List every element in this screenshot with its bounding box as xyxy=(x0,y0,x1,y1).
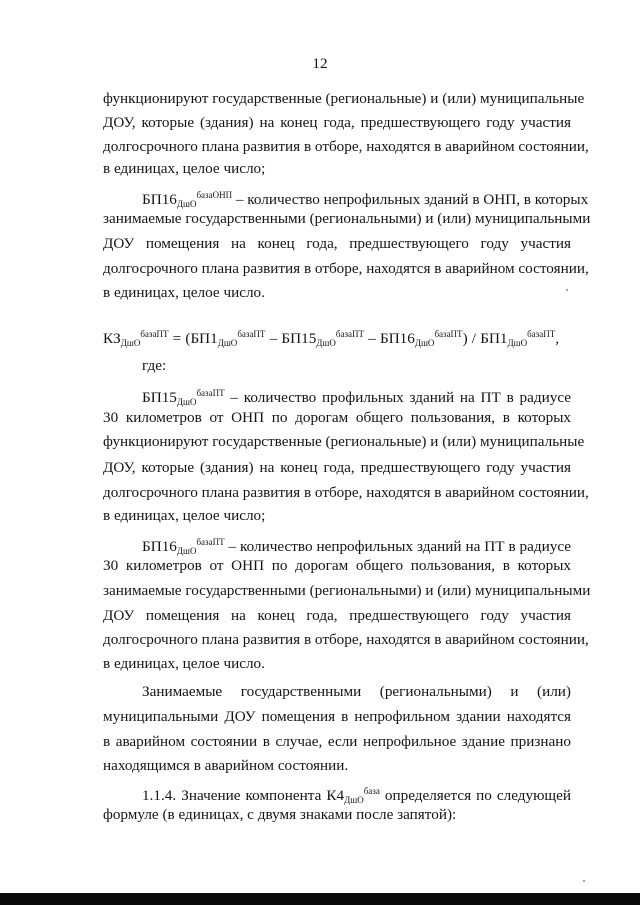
section-number: 1.1.4. xyxy=(142,787,177,804)
text-line: долгосрочного плана развития в отборе, находятся в аварийном состоянии, xyxy=(103,138,589,155)
text-line: ДОУ помещения на конец года, предшествующего году участия xyxy=(103,607,571,624)
text-line: муниципальными ДОУ помещения в непрофильном здании находятся xyxy=(103,708,571,725)
symbol-superscript: базаПТ xyxy=(196,388,225,398)
definition-text: – количество непрофильных зданий в ОНП, в которых xyxy=(232,191,589,208)
text-line: долгосрочного плана развития в отборе, находятся в аварийном состоянии, xyxy=(103,484,589,501)
symbol: БП16 xyxy=(142,538,177,555)
text-line: 30 километров от ОНП по дорогам общего пользования, в которых xyxy=(103,409,571,426)
symbol-superscript: базаПТ xyxy=(196,537,225,547)
text-line: формуле (в единицах, с двумя знаками после запятой): xyxy=(103,806,457,823)
text-line: в единицах, целое число. xyxy=(103,655,265,672)
text-line: долгосрочного плана развития в отборе, находятся в аварийном состоянии, xyxy=(103,260,589,277)
text-line: функционируют государственные (региональные) и (или) муниципальные xyxy=(103,90,585,107)
text-line: 30 километров от ОНП по дорогам общего пользования, в которых xyxy=(103,557,571,574)
symbol-subscript: ДшО xyxy=(176,546,197,556)
scan-edge-bar xyxy=(0,893,640,905)
scan-speck xyxy=(583,880,585,882)
text-line: долгосрочного плана развития в отборе, находятся в аварийном состоянии, xyxy=(103,631,589,648)
scan-speck xyxy=(566,289,568,291)
text-line: ДОУ помещения на конец года, предшествующего году участия xyxy=(103,235,571,252)
where-label: где: xyxy=(142,357,167,374)
definition-text: – количество непрофильных зданий на ПТ в радиусе xyxy=(224,538,571,555)
text-line: в единицах, целое число; xyxy=(103,507,266,524)
definition-first-line xyxy=(142,186,589,213)
formula-k3: $КЗ_{ДшО}^{базаПТ} = (БП1_{ДшО}^{базаПТ} - БП15_{ДшО}^{базаПТ} - БП16_{ДшО}^{базаПТ}) / БП1_{ДшО}^{базаПТ}$, xyxy=(103,329,560,348)
definition-first-line xyxy=(142,533,571,560)
text-line: занимаемые государственными (региональными) и (или) муниципальными xyxy=(103,582,591,599)
text-line: в единицах, целое число; xyxy=(103,160,266,177)
text-line: в аварийном состоянии в случае, если непрофильное здание признано xyxy=(103,733,571,750)
symbol-subscript: ДшО xyxy=(176,199,197,209)
page-number: 12 xyxy=(312,55,328,72)
symbol: БП15 xyxy=(142,389,177,406)
symbol: БП16 xyxy=(142,191,177,208)
symbol-superscript: базаОНП xyxy=(196,190,233,200)
section-first-line: 1.1.4. Значение компонента $К4_{ДшО}^{база}$ определяется по следующей xyxy=(142,786,571,805)
text-line: занимаемые государственными (региональными) и (или) муниципальными xyxy=(103,210,591,227)
definition-first-line xyxy=(142,384,571,411)
text-line: ДОУ, которые (здания) на конец года, предшествующего году участия xyxy=(103,459,571,476)
text-line: в единицах, целое число. xyxy=(103,284,265,301)
definition-text: – количество профильных зданий на ПТ в радиусе xyxy=(224,389,571,406)
text-line: ДОУ, которые (здания) на конец года, предшествующего году участия xyxy=(103,114,571,131)
symbol-subscript: ДшО xyxy=(176,397,197,407)
text-line: находящимся в аварийном состоянии. xyxy=(103,757,349,774)
text-line: Занимаемые государственными (региональными) и (или) xyxy=(142,683,571,700)
text-line: функционируют государственные (региональные) и (или) муниципальные xyxy=(103,433,585,450)
